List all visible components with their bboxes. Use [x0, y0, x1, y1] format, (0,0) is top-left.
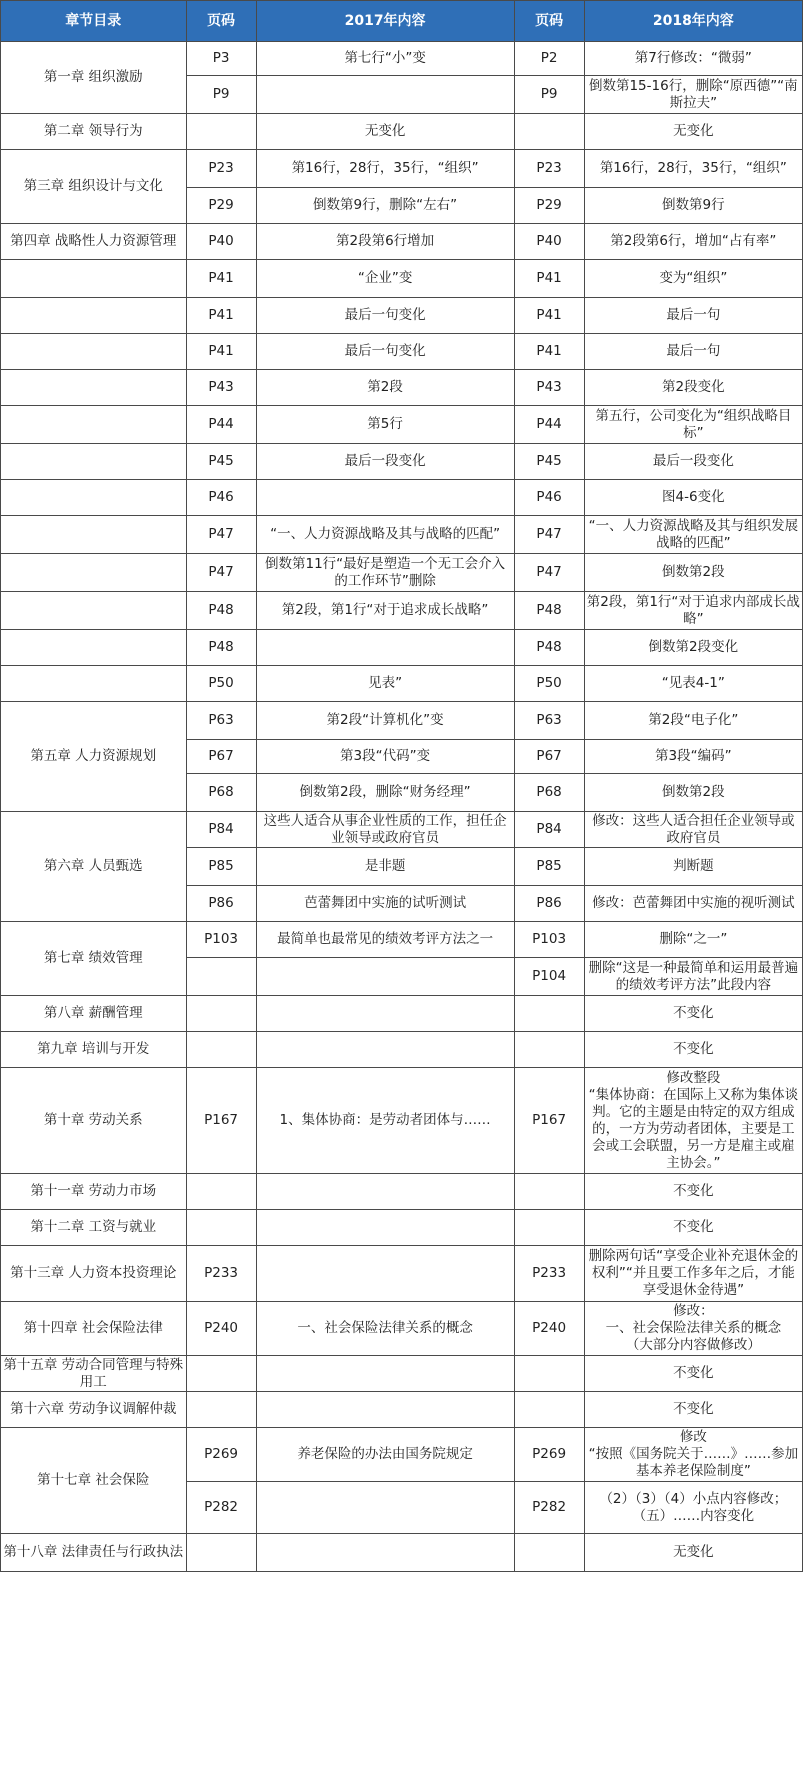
content-2018-cell: 第2段，第1行“对于追求内部成长战略” — [584, 592, 802, 630]
content-2017-cell — [256, 1210, 514, 1246]
page-2017-cell: P85 — [186, 848, 256, 886]
table-row — [1, 922, 803, 958]
content-2017-cell: 最后一句变化 — [256, 334, 514, 370]
content-2018-cell: 删除“这是一种最简单和运用最普遍的绩效考评方法”此段内容 — [584, 958, 802, 996]
page-2018-cell: P85 — [514, 848, 584, 886]
chapter-cell — [1, 298, 187, 334]
content-2018-cell: 第2段“电子化” — [584, 702, 802, 740]
content-2017-cell: 第2段 — [256, 370, 514, 406]
header-content-2017: 2017年内容 — [256, 1, 514, 42]
page-2017-cell: P47 — [186, 516, 256, 554]
chapter-cell: 第十八章 法律责任与行政执法 — [1, 1534, 187, 1572]
content-2017-cell — [256, 630, 514, 666]
content-2018-cell: 修改：芭蕾舞团中实施的视听测试 — [584, 886, 802, 922]
content-2017-cell: 第16行，28行，35行，“组织” — [256, 150, 514, 188]
chapter-cell: 第十四章 社会保险法律 — [1, 1302, 187, 1356]
content-2018-cell: 判断题 — [584, 848, 802, 886]
content-2017-cell: 一、社会保险法律关系的概念 — [256, 1302, 514, 1356]
content-2017-cell — [256, 1032, 514, 1068]
chapter-cell — [1, 666, 187, 702]
page-2017-cell — [186, 1534, 256, 1572]
content-2018-cell: 第3段“编码” — [584, 740, 802, 774]
page-2018-cell: P44 — [514, 406, 584, 444]
page-2017-cell: P269 — [186, 1428, 256, 1482]
table-row — [1, 554, 803, 592]
chapter-cell — [1, 516, 187, 554]
chapter-cell — [1, 370, 187, 406]
table-row — [1, 1068, 803, 1174]
page-2017-cell: P84 — [186, 812, 256, 848]
page-2017-cell: P43 — [186, 370, 256, 406]
content-2018-cell: 第7行修改：“微弱” — [584, 42, 802, 76]
page-2018-cell: P67 — [514, 740, 584, 774]
content-2018-cell: 修改： 一、社会保险法律关系的概念 （大部分内容做修改） — [584, 1302, 802, 1356]
content-2017-cell — [256, 1392, 514, 1428]
page-2018-cell: P41 — [514, 334, 584, 370]
content-2018-cell: 不变化 — [584, 1210, 802, 1246]
table-row — [1, 150, 803, 188]
page-2017-cell: P50 — [186, 666, 256, 702]
page-2017-cell — [186, 1356, 256, 1392]
page-2018-cell: P47 — [514, 554, 584, 592]
page-2017-cell: P44 — [186, 406, 256, 444]
content-2018-cell: 倒数第2段 — [584, 774, 802, 812]
table-row — [1, 630, 803, 666]
content-2017-cell: 见表” — [256, 666, 514, 702]
page-2017-cell — [186, 996, 256, 1032]
page-2018-cell: P45 — [514, 444, 584, 480]
chapter-cell — [1, 406, 187, 444]
page-2017-cell: P40 — [186, 224, 256, 260]
page-2018-cell: P86 — [514, 886, 584, 922]
page-2017-cell: P233 — [186, 1246, 256, 1302]
page-2017-cell — [186, 1210, 256, 1246]
content-2018-cell: 修改整段 “集体协商：在国际上又称为集体谈判。它的主题是由特定的双方组成的，一方为劳动者团体，主要是工会或工会联盟，另一方是雇主或雇主协会。” — [584, 1068, 802, 1174]
content-2017-cell — [256, 1246, 514, 1302]
header-page-2018: 页码 — [514, 1, 584, 42]
chapter-cell — [1, 480, 187, 516]
chapter-cell: 第一章 组织激励 — [1, 42, 187, 114]
table-row — [1, 666, 803, 702]
table-row — [1, 370, 803, 406]
content-2018-cell: 倒数第9行 — [584, 188, 802, 224]
chapter-cell: 第三章 组织设计与文化 — [1, 150, 187, 224]
table-row — [1, 812, 803, 848]
page-2017-cell: P47 — [186, 554, 256, 592]
content-2017-cell: 最后一句变化 — [256, 298, 514, 334]
page-2018-cell: P47 — [514, 516, 584, 554]
page-2018-cell: P46 — [514, 480, 584, 516]
content-2017-cell: 最简单也最常见的绩效考评方法之一 — [256, 922, 514, 958]
content-2018-cell: 无变化 — [584, 114, 802, 150]
content-2018-cell: 倒数第2段 — [584, 554, 802, 592]
content-2017-cell: 第2段第6行增加 — [256, 224, 514, 260]
page-2017-cell — [186, 1032, 256, 1068]
page-2018-cell: P167 — [514, 1068, 584, 1174]
table-row — [1, 1032, 803, 1068]
page-2017-cell: P48 — [186, 630, 256, 666]
chapter-cell: 第八章 薪酬管理 — [1, 996, 187, 1032]
content-2017-cell: 倒数第2段，删除“财务经理” — [256, 774, 514, 812]
table-row — [1, 298, 803, 334]
page-2017-cell: P23 — [186, 150, 256, 188]
chapter-cell: 第二章 领导行为 — [1, 114, 187, 150]
content-2018-cell: 修改 “按照《国务院关于……》……参加基本养老保险制度” — [584, 1428, 802, 1482]
page-2017-cell — [186, 958, 256, 996]
table-row — [1, 480, 803, 516]
page-2018-cell: P9 — [514, 76, 584, 114]
page-2018-cell — [514, 114, 584, 150]
page-2018-cell: P48 — [514, 630, 584, 666]
table-row — [1, 1428, 803, 1482]
chapter-cell: 第十六章 劳动争议调解仲裁 — [1, 1392, 187, 1428]
page-2017-cell: P9 — [186, 76, 256, 114]
content-2018-cell: 不变化 — [584, 1032, 802, 1068]
content-2018-cell: 无变化 — [584, 1534, 802, 1572]
content-2017-cell: 第2段“计算机化”变 — [256, 702, 514, 740]
page-2017-cell: P282 — [186, 1482, 256, 1534]
content-2018-cell: 最后一句 — [584, 298, 802, 334]
chapter-cell — [1, 630, 187, 666]
page-2017-cell: P41 — [186, 260, 256, 298]
content-2018-cell: 修改：这些人适合担任企业领导或政府官员 — [584, 812, 802, 848]
table-row — [1, 260, 803, 298]
page-2017-cell: P67 — [186, 740, 256, 774]
page-2018-cell: P41 — [514, 298, 584, 334]
page-2018-cell: P233 — [514, 1246, 584, 1302]
content-2017-cell — [256, 1534, 514, 1572]
header-content-2018: 2018年内容 — [584, 1, 802, 42]
content-2018-cell: 倒数第2段变化 — [584, 630, 802, 666]
chapter-cell: 第十一章 劳动力市场 — [1, 1174, 187, 1210]
chapter-cell — [1, 444, 187, 480]
content-2017-cell: 是非题 — [256, 848, 514, 886]
page-2018-cell — [514, 1534, 584, 1572]
content-2018-cell: 第2段变化 — [584, 370, 802, 406]
page-2017-cell: P48 — [186, 592, 256, 630]
content-2017-cell: 第5行 — [256, 406, 514, 444]
table-row — [1, 1302, 803, 1356]
content-2017-cell: 芭蕾舞团中实施的试听测试 — [256, 886, 514, 922]
table-row — [1, 1174, 803, 1210]
content-2017-cell: 第七行“小”变 — [256, 42, 514, 76]
page-2017-cell: P46 — [186, 480, 256, 516]
page-2018-cell: P29 — [514, 188, 584, 224]
content-2017-cell — [256, 1482, 514, 1534]
content-2017-cell — [256, 76, 514, 114]
table-body — [1, 42, 803, 1572]
content-2017-cell: 这些人适合从事企业性质的工作，担任企业领导或政府官员 — [256, 812, 514, 848]
table-row — [1, 444, 803, 480]
chapter-cell — [1, 334, 187, 370]
content-2018-cell: 图4-6变化 — [584, 480, 802, 516]
page-2017-cell: P240 — [186, 1302, 256, 1356]
content-2018-cell: “见表4-1” — [584, 666, 802, 702]
table-row — [1, 1210, 803, 1246]
page-2018-cell — [514, 1032, 584, 1068]
page-2018-cell: P48 — [514, 592, 584, 630]
table-row — [1, 406, 803, 444]
content-2018-cell: 倒数第15-16行，删除“原西德”“南斯拉夫” — [584, 76, 802, 114]
chapter-cell — [1, 260, 187, 298]
chapter-cell: 第十三章 人力资本投资理论 — [1, 1246, 187, 1302]
content-2018-cell: （2）（3）（4）小点内容修改； （五）……内容变化 — [584, 1482, 802, 1534]
chapter-cell: 第四章 战略性人力资源管理 — [1, 224, 187, 260]
content-2017-cell — [256, 1174, 514, 1210]
content-2017-cell: 第2段，第1行“对于追求成长战略” — [256, 592, 514, 630]
table-row — [1, 1534, 803, 1572]
page-2018-cell: P43 — [514, 370, 584, 406]
content-2018-cell: 第16行，28行，35行，“组织” — [584, 150, 802, 188]
content-2017-cell — [256, 480, 514, 516]
content-2017-cell — [256, 996, 514, 1032]
content-2017-cell: “企业”变 — [256, 260, 514, 298]
header-page-2017: 页码 — [186, 1, 256, 42]
page-2018-cell: P103 — [514, 922, 584, 958]
content-2017-cell: 倒数第9行，删除“左右” — [256, 188, 514, 224]
content-2018-cell: 变为“组织” — [584, 260, 802, 298]
page-2018-cell: P63 — [514, 702, 584, 740]
page-2018-cell: P282 — [514, 1482, 584, 1534]
table-header-row — [1, 1, 803, 42]
chapter-cell: 第七章 绩效管理 — [1, 922, 187, 996]
chapter-cell: 第九章 培训与开发 — [1, 1032, 187, 1068]
page-2017-cell: P41 — [186, 298, 256, 334]
page-2018-cell: P50 — [514, 666, 584, 702]
content-2017-cell — [256, 958, 514, 996]
page-2017-cell: P3 — [186, 42, 256, 76]
content-2018-cell: “一、人力资源战略及其与组织发展战略的匹配” — [584, 516, 802, 554]
table-row — [1, 996, 803, 1032]
header-chapter: 章节目录 — [1, 1, 187, 42]
table-row — [1, 1246, 803, 1302]
chapter-cell: 第十七章 社会保险 — [1, 1428, 187, 1534]
chapter-cell: 第六章 人员甄选 — [1, 812, 187, 922]
content-2018-cell: 最后一句 — [584, 334, 802, 370]
page-2018-cell: P269 — [514, 1428, 584, 1482]
page-2017-cell: P29 — [186, 188, 256, 224]
content-2018-cell: 不变化 — [584, 1392, 802, 1428]
table-row — [1, 224, 803, 260]
page-2017-cell: P86 — [186, 886, 256, 922]
chapter-cell: 第十二章 工资与就业 — [1, 1210, 187, 1246]
page-2018-cell: P23 — [514, 150, 584, 188]
content-2017-cell: 1、集体协商：是劳动者团体与…… — [256, 1068, 514, 1174]
content-2018-cell: 不变化 — [584, 1356, 802, 1392]
content-2018-cell: 最后一段变化 — [584, 444, 802, 480]
chapter-cell — [1, 592, 187, 630]
content-2018-cell: 不变化 — [584, 996, 802, 1032]
page-2018-cell: P104 — [514, 958, 584, 996]
page-2017-cell: P103 — [186, 922, 256, 958]
page-2017-cell: P167 — [186, 1068, 256, 1174]
content-2017-cell — [256, 1356, 514, 1392]
page-2018-cell: P2 — [514, 42, 584, 76]
page-2017-cell — [186, 114, 256, 150]
table-row — [1, 1356, 803, 1392]
chapter-cell: 第五章 人力资源规划 — [1, 702, 187, 812]
content-2018-cell: 第五行，公司变化为“组织战略目标” — [584, 406, 802, 444]
content-2018-cell: 删除“之一” — [584, 922, 802, 958]
chapter-cell — [1, 554, 187, 592]
content-2017-cell: 最后一段变化 — [256, 444, 514, 480]
page-2018-cell: P41 — [514, 260, 584, 298]
table-row — [1, 516, 803, 554]
content-2017-cell: “一、人力资源战略及其与战略的匹配” — [256, 516, 514, 554]
content-2017-cell: 养老保险的办法由国务院规定 — [256, 1428, 514, 1482]
content-2018-cell: 删除两句话“享受企业补充退休金的权利”“并且要工作多年之后，才能享受退休金待遇” — [584, 1246, 802, 1302]
page-2018-cell — [514, 996, 584, 1032]
page-2018-cell — [514, 1392, 584, 1428]
table-row — [1, 1392, 803, 1428]
page-2018-cell: P84 — [514, 812, 584, 848]
table-row — [1, 334, 803, 370]
page-2018-cell: P240 — [514, 1302, 584, 1356]
content-2018-cell: 不变化 — [584, 1174, 802, 1210]
page-2018-cell: P68 — [514, 774, 584, 812]
table-row — [1, 114, 803, 150]
content-2017-cell: 倒数第11行“最好是塑造一个无工会介入的工作环节”删除 — [256, 554, 514, 592]
table-row — [1, 592, 803, 630]
page-2017-cell: P63 — [186, 702, 256, 740]
page-2018-cell — [514, 1174, 584, 1210]
page-2017-cell: P45 — [186, 444, 256, 480]
page-2018-cell — [514, 1356, 584, 1392]
chapter-cell: 第十五章 劳动合同管理与特殊用工 — [1, 1356, 187, 1392]
page-2018-cell — [514, 1210, 584, 1246]
page-2018-cell: P40 — [514, 224, 584, 260]
chapter-cell: 第十章 劳动关系 — [1, 1068, 187, 1174]
page-2017-cell: P41 — [186, 334, 256, 370]
page-2017-cell: P68 — [186, 774, 256, 812]
content-2017-cell: 无变化 — [256, 114, 514, 150]
page-2017-cell — [186, 1392, 256, 1428]
content-2017-cell: 第3段“代码”变 — [256, 740, 514, 774]
content-2018-cell: 第2段第6行，增加“占有率” — [584, 224, 802, 260]
page-2017-cell — [186, 1174, 256, 1210]
table-row — [1, 42, 803, 76]
table-row — [1, 702, 803, 740]
